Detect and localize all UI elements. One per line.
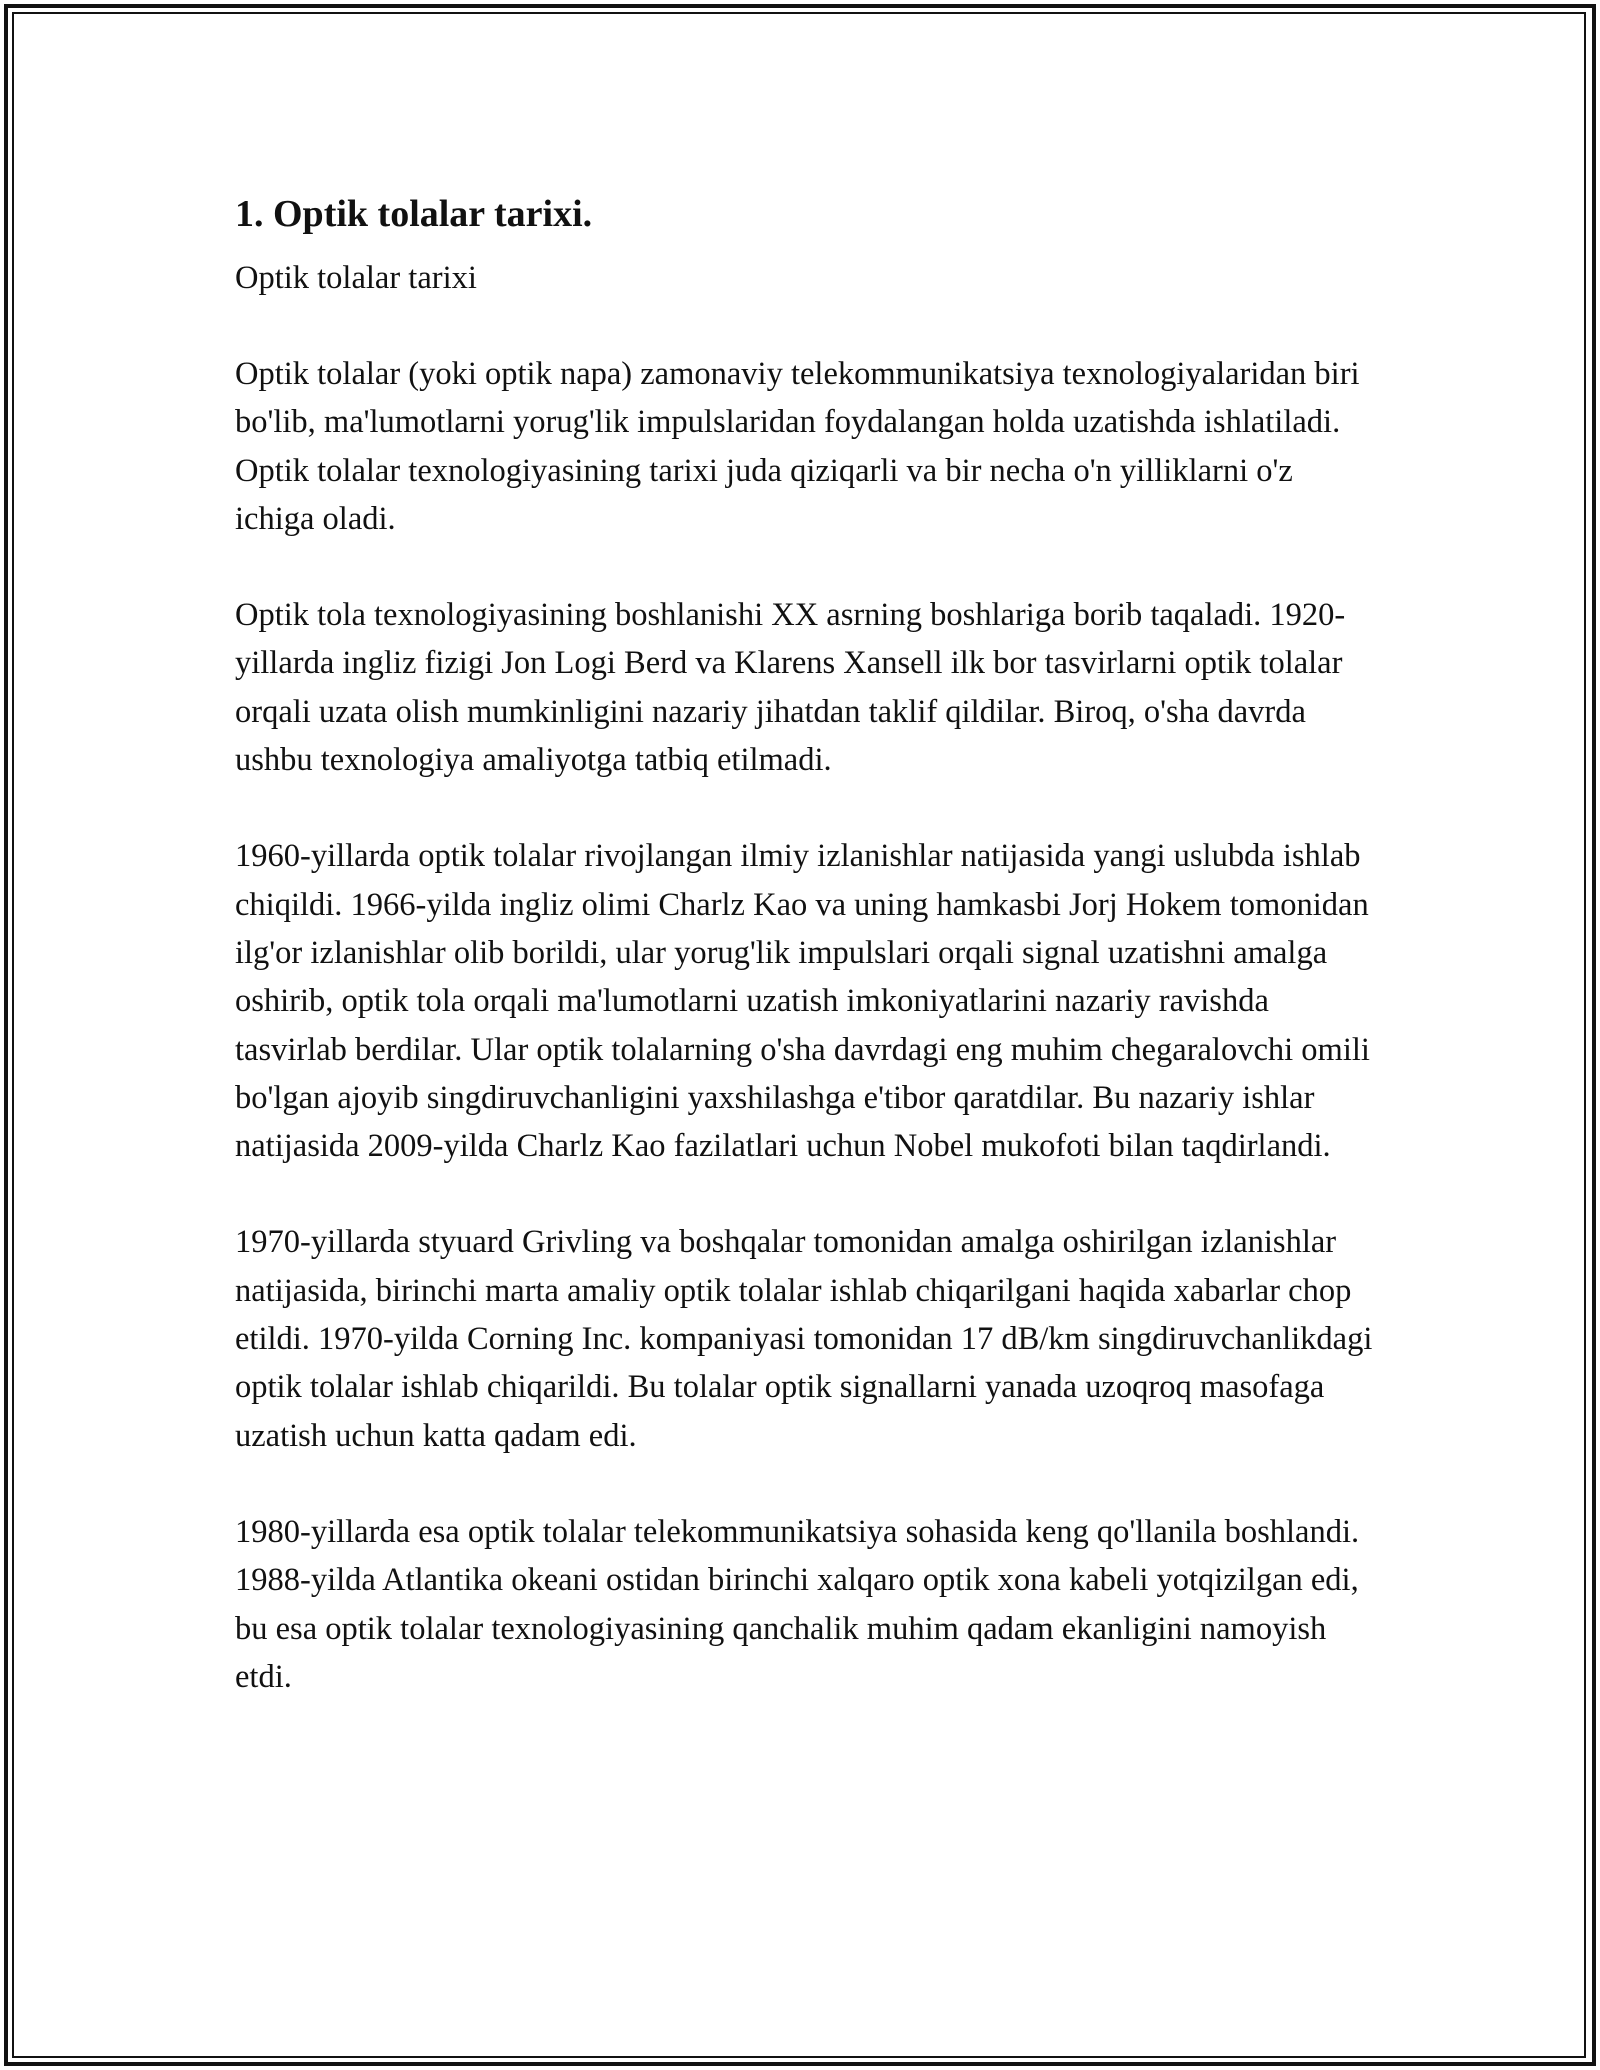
paragraph-early-history: Optik tola texnologiyasining boshlanishi XX asrning boshlariga borib taqaladi. 1920-yillarda ingliz fizigi Jon Logi Berd va Klarens Xansell ilk bor tasvirlarni optik tolalar orqali uzata olish mumkinligini nazariy jihatdan taklif qildilar. Biroq, o'sha davrda ushbu texnologiya amaliyotga tatbiq etilmadi. <box>235 597 1346 779</box>
section-heading: 1. Optik tolalar tarixi. <box>235 193 593 235</box>
paragraph-1970s: 1970-yillarda styuard Grivling va boshqalar tomonidan amalga oshirilgan izlanishlar natijasida, birinchi marta amaliy optik tolalar ishlab chiqarilgani haqida xabarlar chop etildi. 1970-yilda Corning Inc. kompaniyasi tomonidan 17 dB/km singdiruvchanlikdagi optik tolalar ishlab chiqarildi. Bu tolalar optik signallarni yanada uzoqroq masofaga uzatish uchun katta qadam edi. <box>235 1224 1373 1454</box>
paragraph-intro: Optik tolalar (yoki optik napa) zamonaviy telekommunikatsiya texnologiyalaridan biri bo'lib, ma'lumotlarni yorug'lik impulslaridan foydalangan holda uzatishda ishlatiladi. Optik tolalar texnologiyasining tarixi juda qiziqarli va bir necha o'n yilliklarni o'z ichiga oladi. <box>235 356 1360 537</box>
document-body <box>235 182 1380 1701</box>
paragraph-1960s: 1960-yillarda optik tolalar rivojlangan ilmiy izlanishlar natijasida yangi uslubda ishlab chiqildi. 1966-yilda ingliz olimi Charlz Kao va uning hamkasbi Jorj Hokem tomonidan ilg'or izlanishlar olib borildi, ular yorug'lik impulslari orqali signal uzatishni amalga oshirib, optik tola orqali ma'lumotlarni uzatish imkoniyatlarini nazariy ravishda tasvirlab berdilar. Ular optik tolalarning o'sha davrdagi eng muhim chegaralovchi omili bo'lgan ajoyib singdiruvchanligini yaxshilashga e'tibor qaratdilar. Bu nazariy ishlar natijasida 2009-yilda Charlz Kao fazilatlari uchun Nobel mukofoti bilan taqdirlandi. <box>235 838 1370 1165</box>
section-subtitle: Optik tolalar tarixi <box>235 260 477 296</box>
paragraph-1980s: 1980-yillarda esa optik tolalar telekommunikatsiya sohasida keng qo'llanila boshlandi. 1988-yilda Atlantika okeani ostidan birinchi xalqaro optik xona kabeli yotqizilgan edi, bu esa optik tolalar texnologiyasining qanchalik muhim qadam ekanligini namoyish etdi. <box>235 1513 1360 1695</box>
